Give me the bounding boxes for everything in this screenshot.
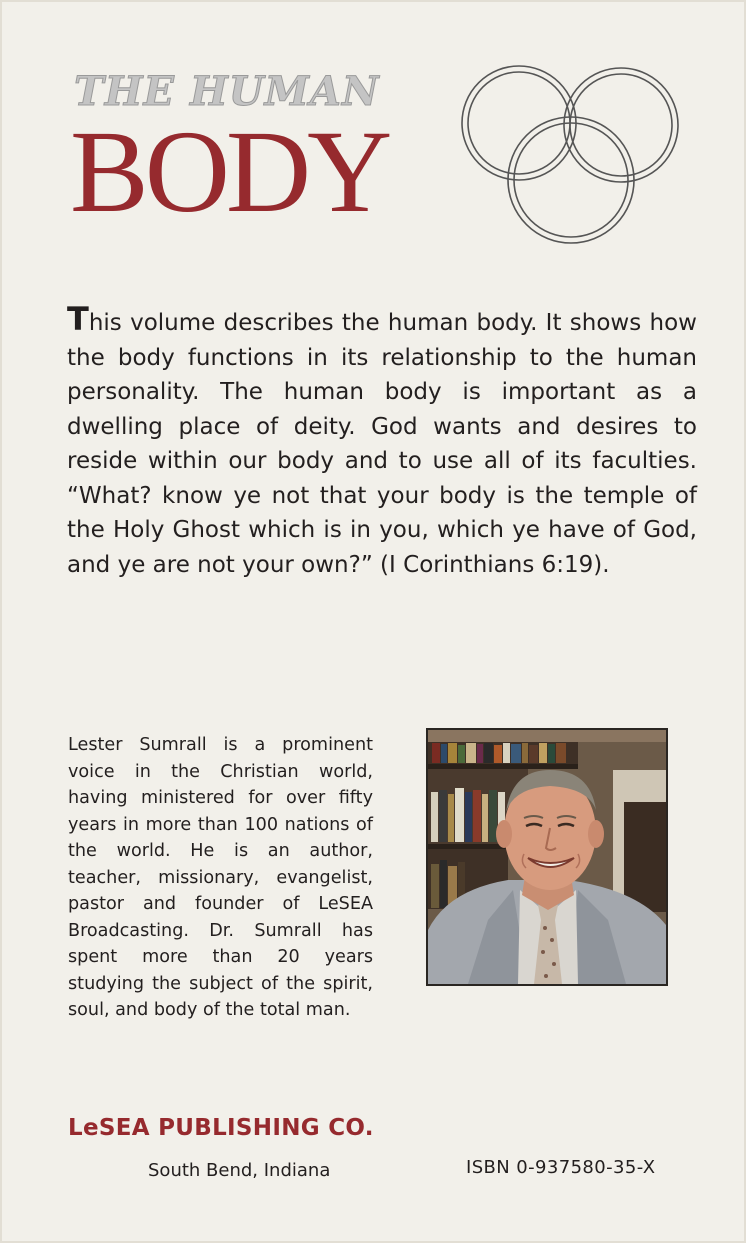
author-photo [426, 728, 668, 986]
drop-cap: T [67, 300, 89, 338]
title-body: BODY [70, 106, 389, 237]
title-the-human: THE HUMAN [74, 68, 380, 115]
publisher-name: LeSEA PUBLISHING CO. [68, 1115, 374, 1141]
author-bio: Lester Sumrall is a prominent voice in the Christian world, having ministered for over fifty years in more than 100 nations of the world. He is an author, teacher, missionary, evangelist, pastor and founder of LeSEA Broadcasting. Dr. Sumrall has spent more than 20 years studying the subject of the spirit, soul, and body of the total man. [68, 735, 373, 1020]
book-description [67, 300, 697, 582]
description-text: his volume describes the human body. It shows how the body functions in its relationship to the human personality. The human body is important as a dwelling place of deity. God wants and desires to reside within our body and to use all of its faculties. “What? know ye not that your body is the temple of the Holy Ghost which is in you, which ye have of God, and ye are not your own?” (I Corinthians 6:19). [67, 310, 697, 578]
interlocking-rings-icon [455, 58, 695, 248]
publisher-location: South Bend, Indiana [148, 1160, 331, 1181]
isbn-number: ISBN 0-937580-35-X [466, 1157, 656, 1178]
author-portrait-image [428, 730, 666, 984]
